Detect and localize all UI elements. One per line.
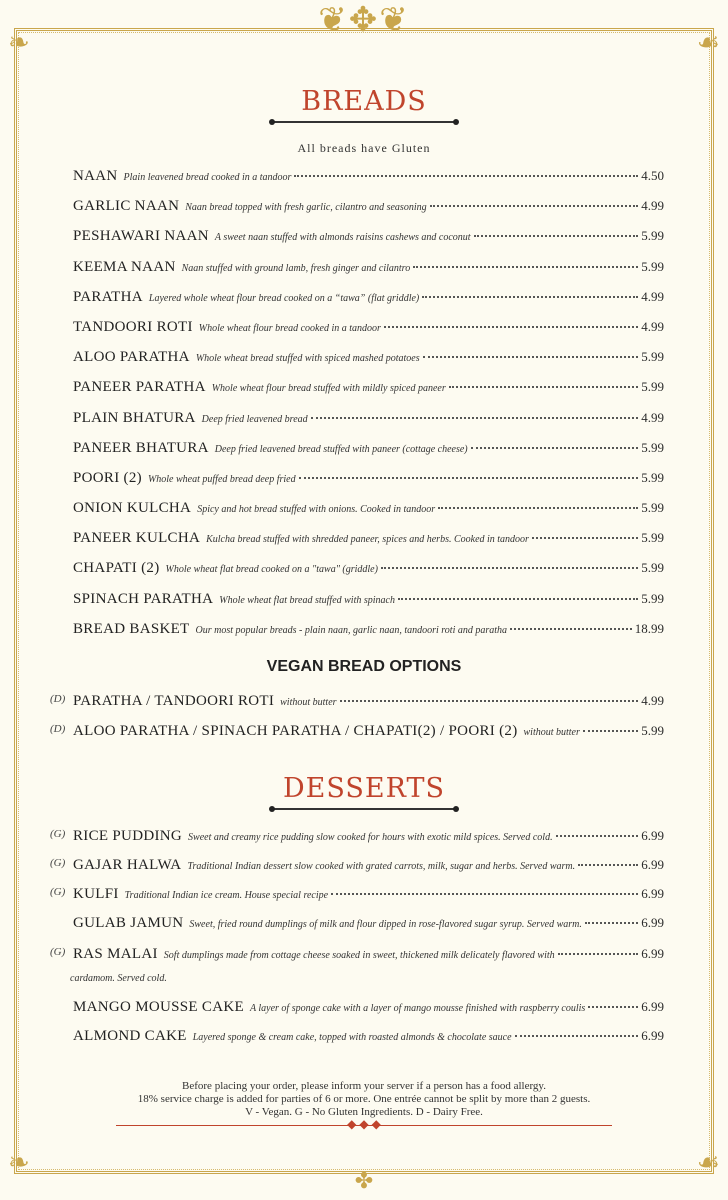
bread-item [50,621,664,651]
item-price: 5.99 [641,500,664,516]
dessert-item [50,999,664,1028]
dot-leader [556,835,639,837]
vegan-bread-list [50,693,664,753]
vegan-bread-item [50,693,664,723]
item-name: PARATHA [73,288,143,305]
item-description: Sweet, fried round dumplings of milk and flour dipped in rose-flavored sugar syrup. Served warm. [189,919,582,930]
item-description: Whole wheat flour bread cooked in a tandoor [198,322,381,334]
item-name: GULAB JAMUN [73,915,184,931]
item-description: Whole wheat flat bread stuffed with spinach [219,594,395,606]
dessert-item [50,886,664,915]
dot-leader [583,730,638,732]
dessert-item [50,915,664,946]
item-description: Our most popular breads - plain naan, garlic naan, tandoori roti and paratha [195,624,508,636]
item-name: ALMOND CAKE [73,1028,187,1044]
item-description: Layered whole wheat flour bread cooked on a “tawa” (flat griddle) [148,292,420,304]
item-price: 5.99 [641,439,664,455]
dot-leader [381,567,638,569]
vegan-bread-item [50,723,664,753]
item-description: A sweet naan stuffed with almonds raisins cashews and coconut [214,232,471,244]
item-name: GAJAR HALWA [73,857,182,873]
item-description: Plain leavened bread cooked in a tandoor [123,172,292,183]
corner-ornament-top-right: ☙ [696,28,720,57]
top-flourish-ornament: ❦✥❦ [318,2,410,39]
bread-item [50,470,664,500]
dot-leader [588,1006,638,1008]
item-description: Traditional Indian dessert slow cooked with grated carrots, milk, sugar and herbs. Served warm. [187,861,576,872]
item-description: Traditional Indian ice cream. House special recipe [124,890,329,901]
item-price: 5.99 [641,723,664,738]
item-name: PANEER PARATHA [73,379,206,396]
item-price: 5.99 [641,560,664,576]
bottom-flourish-ornament: ✤ [354,1168,374,1193]
breads-gluten-note: All breads have Gluten [297,141,431,155]
corner-ornament-top-left: ❧ [8,28,30,57]
dot-leader [474,235,639,237]
item-price: 6.99 [641,828,664,843]
item-description: Kulcha bread stuffed with shredded paneer, spices and herbs. Cooked in tandoor [206,534,529,546]
item-description: Whole wheat flour bread stuffed with mildly spiced paneer [211,383,446,395]
dessert-item [50,828,664,857]
item-price: 5.99 [641,590,664,606]
bread-item [50,591,664,621]
item-name: RAS MALAI [73,946,158,962]
item-price: 4.50 [641,168,664,183]
item-price: 6.99 [641,1028,664,1043]
dessert-item [50,857,664,886]
bread-item [50,349,664,379]
item-price: 5.99 [641,469,664,485]
item-price: 6.99 [641,946,664,961]
item-name: GARLIC NAAN [73,198,180,215]
item-name: BREAD BASKET [73,620,190,637]
bread-item [50,289,664,319]
breads-title-rule [272,121,456,123]
item-description: Sweet and creamy rice pudding slow cooked for hours with exotic mild spices. Served cold. [188,832,553,843]
item-name: TANDOORI ROTI [73,318,193,335]
item-name: PARATHA / TANDOORI ROTI [73,693,275,709]
bread-item [50,500,664,530]
dot-leader [471,447,639,449]
item-name: NAAN [73,168,118,184]
bread-item [50,530,664,560]
bread-item [50,168,664,198]
dot-leader [340,700,639,702]
vegan-bread-options-heading: VEGAN BREAD OPTIONS [266,658,462,675]
item-name: POORI (2) [73,469,142,486]
item-price: 5.99 [641,349,664,365]
menu-footer-notes [0,1080,728,1119]
desserts-title: DESSERTS [283,773,445,804]
item-description: Whole wheat bread stuffed with spiced mashed potatoes [195,353,420,365]
item-price: 6.99 [641,999,664,1014]
item-description: Spicy and hot bread stuffed with onions. Cooked in tandoor [197,504,436,516]
item-description: Soft dumplings made from cottage cheese soaked in sweet, thickened milk delicately flavored with [163,950,555,961]
desserts-list [50,828,664,1057]
dot-leader [331,893,638,895]
item-name: SPINACH PARATHA [73,590,214,607]
item-description: Deep fried leavened bread stuffed with paneer (cottage cheese) [214,443,468,455]
dot-leader [423,356,639,358]
dot-leader [532,537,638,539]
bread-item [50,440,664,470]
desserts-title-rule [272,808,456,810]
dietary-tag: (G) [50,946,66,958]
footer-diamond-ornament: ◆ ◆ ◆ [347,1117,381,1131]
item-name: CHAPATI (2) [73,560,160,577]
item-name: ALOO PARATHA / SPINACH PARATHA / CHAPATI(2) / POORI (2) [73,723,518,739]
item-name: KULFI [73,886,119,902]
item-price: 5.99 [641,258,664,274]
item-name: PANEER BHATURA [73,439,209,456]
dot-leader [294,175,638,177]
item-price: 5.99 [641,530,664,546]
item-price: 5.99 [641,379,664,395]
dietary-tag: (G) [50,828,66,840]
dessert-item [50,946,664,989]
item-name: MANGO MOUSSE CAKE [73,999,244,1015]
dietary-tag: (G) [50,857,66,869]
dot-leader [578,864,638,866]
item-price: 6.99 [641,915,664,930]
item-price: 4.99 [641,288,664,304]
item-price: 4.99 [641,693,664,708]
corner-ornament-bottom-right: ☙ [696,1148,720,1177]
item-name: RICE PUDDING [73,828,183,844]
bread-item [50,319,664,349]
dot-leader [384,326,638,328]
dot-leader [430,205,639,207]
item-price: 5.99 [641,228,664,244]
dietary-tag: (G) [50,886,66,898]
dot-leader [449,386,638,388]
breads-list [50,168,664,651]
dietary-tag: (D) [50,693,66,705]
bread-item [50,379,664,409]
dot-leader [585,922,638,924]
dietary-legend: V - Vegan. G - No Gluten Ingredients. D - Dairy Free. [245,1106,483,1118]
item-description: A layer of sponge cake with a layer of mango mousse finished with raspberry coulis [249,1003,586,1014]
item-price: 6.99 [641,886,664,901]
corner-ornament-bottom-left: ❧ [8,1148,30,1177]
item-price: 4.99 [641,318,664,334]
item-description: without butter [523,727,580,738]
allergy-notice: Before placing your order, please inform your server if a person has a food allergy. [182,1080,546,1092]
dot-leader [558,953,639,955]
item-name: PANEER KULCHA [73,530,201,547]
item-price: 6.99 [641,857,664,872]
item-description: Whole wheat flat bread cooked on a "tawa" (griddle) [165,564,378,576]
dot-leader [413,266,638,268]
dot-leader [510,628,632,630]
bread-item [50,198,664,228]
breads-title: BREADS [301,86,427,117]
bread-item [50,259,664,289]
item-name: PESHAWARI NAAN [73,228,209,245]
item-description: without butter [280,697,337,708]
dot-leader [438,507,638,509]
item-name: ONION KULCHA [73,500,192,517]
dessert-item [50,1028,664,1057]
dot-leader [422,296,638,298]
dot-leader [311,417,639,419]
item-description: Layered sponge & cream cake, topped with roasted almonds & chocolate sauce [192,1032,512,1043]
dot-leader [515,1035,639,1037]
item-name: ALOO PARATHA [73,349,190,366]
item-name: KEEMA NAAN [73,258,176,275]
dietary-tag: (D) [50,723,66,735]
item-price: 18.99 [634,620,664,636]
bread-item [50,228,664,258]
service-charge-notice: 18% service charge is added for parties of 6 or more. One entrée cannot be split by more than 2 guests. [137,1093,591,1105]
item-description-continued: cardamom. Served cold. [70,973,167,984]
item-price: 4.99 [641,409,664,425]
item-description: Naan stuffed with ground lamb, fresh ginger and cilantro [181,262,411,274]
bread-item [50,560,664,590]
bread-item [50,410,664,440]
dot-leader [299,477,639,479]
item-name: PLAIN BHATURA [73,409,196,426]
dot-leader [398,598,638,600]
item-description: Whole wheat puffed bread deep fried [147,473,296,485]
item-description: Deep fried leavened bread [201,413,308,425]
item-description: Naan bread topped with fresh garlic, cilantro and seasoning [185,202,427,214]
item-price: 4.99 [641,198,664,214]
